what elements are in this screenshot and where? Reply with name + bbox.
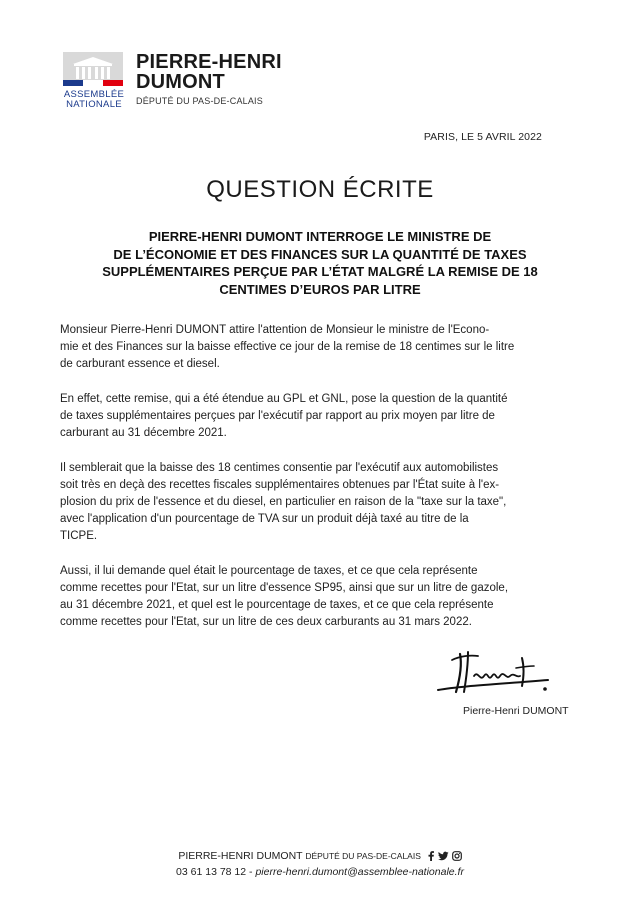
text-line: comme recettes pour l'Etat, sur un litre de ces deux carburants au 31 mars 2022. [60,616,472,629]
question-body [60,322,582,649]
text-line: comme recettes pour l'Etat, sur un litre d'essence SP95, ainsi que sur un litre de gazole, [60,582,509,594]
instagram-icon[interactable] [452,851,462,861]
logo-text-line1: ASSEMBLÉE [63,89,125,100]
text-line: TICPE. [60,530,98,543]
footer-line1 [0,848,640,864]
text-line: de carburant essence et diesel. [60,358,220,371]
facebook-icon[interactable] [427,851,435,861]
footer-email[interactable]: pierre-henri.dumont@assemblee-nationale.fr [255,866,464,879]
text-line: plosion du prix de l'essence et du diesel, en particulier en raison de la "taxe sur la taxe", [60,496,507,508]
social-icons [427,848,462,864]
handwritten-signature [430,646,560,704]
subject-line: PIERRE-HENRI DUMONT INTERROGE LE MINISTRE DE [148,229,492,244]
paragraph-3 [60,460,582,546]
logo-text-line2: NATIONALE [66,99,122,110]
footer-role: DÉPUTÉ DU PAS-DE-CALAIS [305,851,421,861]
deputy-name [136,52,282,92]
subject-line: CENTIMES D’EUROS PAR LITRE [219,281,421,297]
assemblee-nationale-logo [61,52,127,112]
assemblee-emblem-icon [63,52,123,86]
subject-line: DE L’ÉCONOMIE ET DES FINANCES SUR LA QUANTITÉ DE TAXES [113,246,527,262]
footer-name: PIERRE-HENRI DUMONT [178,850,303,862]
deputy-name-line1: PIERRE-HENRI [136,51,282,73]
paragraph-1 [60,322,582,374]
signer-name: Pierre-Henri DUMONT [463,705,569,717]
text-line: mie et des Finances sur la baisse effective ce jour de la remise de 18 centimes sur le litre [60,341,515,354]
text-line: avec l'application d'un pourcentage de TVA sur un produit déjà taxé au titre de la [60,513,469,526]
subject-line: SUPPLÉMENTAIRES PERÇUE PAR L’ÉTAT MALGRÉ LA REMISE DE 18 [102,264,538,279]
letter-date: PARIS, LE 5 AVRIL 2022 [423,131,542,143]
deputy-name-line2: DUMONT [136,71,225,93]
twitter-icon[interactable] [438,851,449,861]
footer-line2 [0,864,640,880]
footer-phone: 03 61 13 78 12 - [176,866,256,879]
question-subject [60,228,580,298]
text-line: carburant au 31 décembre 2021. [60,427,227,440]
text-line: de taxes supplémentaires perçues par l'exécutif par rapport au prix moyen par litre de [60,410,495,422]
document-title: QUESTION ÉCRITE [206,176,434,203]
text-line: Monsieur Pierre-Henri DUMONT attire l'attention de Monsieur le ministre de l'Econo- [60,324,490,336]
text-line: Aussi, il lui demande quel était le pourcentage de taxes, et ce que cela représente [60,564,478,577]
deputy-subtitle: DÉPUTÉ DU PAS-DE-CALAIS [136,96,263,106]
text-line: En effet, cette remise, qui a été étendue au GPL et GNL, pose la question de la quantité [60,392,508,405]
text-line: Il semblerait que la baisse des 18 centimes consentie par l'exécutif aux automobilistes [60,461,499,474]
text-line: au 31 décembre 2021, et quel est le pourcentage de taxes, et ce que cela représente [60,599,494,612]
footer [0,848,640,880]
text-line: soit très en deçà des recettes fiscales supplémentaires obtenues par l'État suite à l'ex- [60,478,500,491]
paragraph-2 [60,391,582,443]
paragraph-4 [60,563,582,632]
